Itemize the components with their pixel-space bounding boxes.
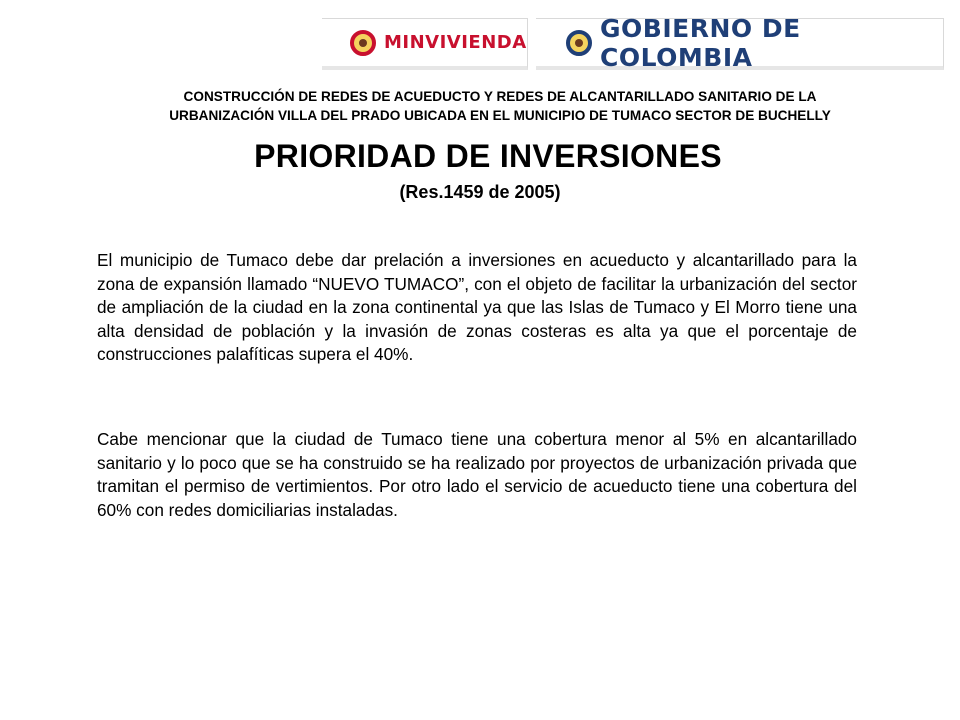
project-title-line-2: URBANIZACIÓN VILLA DEL PRADO UBICADA EN EL MUNICIPIO DE TUMACO SECTOR DE BUCHELLY <box>169 108 831 123</box>
resolution-reference: (Res.1459 de 2005) <box>399 182 561 202</box>
minvivienda-wordmark: MINVIVIENDA <box>384 32 527 53</box>
gobierno-wordmark: GOBIERNO DE COLOMBIA <box>600 13 801 72</box>
project-title-line-1: CONSTRUCCIÓN DE REDES DE ACUEDUCTO Y REDES DE ALCANTARILLADO SANITARIO DE LA <box>183 89 817 104</box>
colombia-seal-icon <box>566 30 592 56</box>
project-title <box>80 87 920 125</box>
gobierno-de-colombia-logo <box>536 13 944 72</box>
body-paragraph-1: El municipio de Tumaco debe dar prelación a inversiones en acueducto y alcantarillado para la zona de expansión llamado “NUEVO TUMACO”, con el objeto de facilitar la urbanización del sector de ampliación de la ciudad en la zona continental ya que las Islas de Tumaco y El Morro tiene una alta densidad de población y la invasión de zonas costeras es alta ya que el porcentaje de construcciones palafíticas supera el 40%. <box>97 250 857 365</box>
page-title: PRIORIDAD DE INVERSIONES <box>254 138 722 174</box>
minvivienda-logo <box>322 18 528 70</box>
body-paragraph-2: Cabe mencionar que la ciudad de Tumaco tiene una cobertura menor al 5% en alcantarillado sanitario y lo poco que se ha construido se ha realizado por proyectos de urbanización privada que tramitan el permiso de vertimientos. Por otro lado el servicio de acueducto tiene una cobertura del 60% con redes domiciliarias instaladas. <box>97 429 857 520</box>
colombia-seal-icon <box>350 30 376 56</box>
